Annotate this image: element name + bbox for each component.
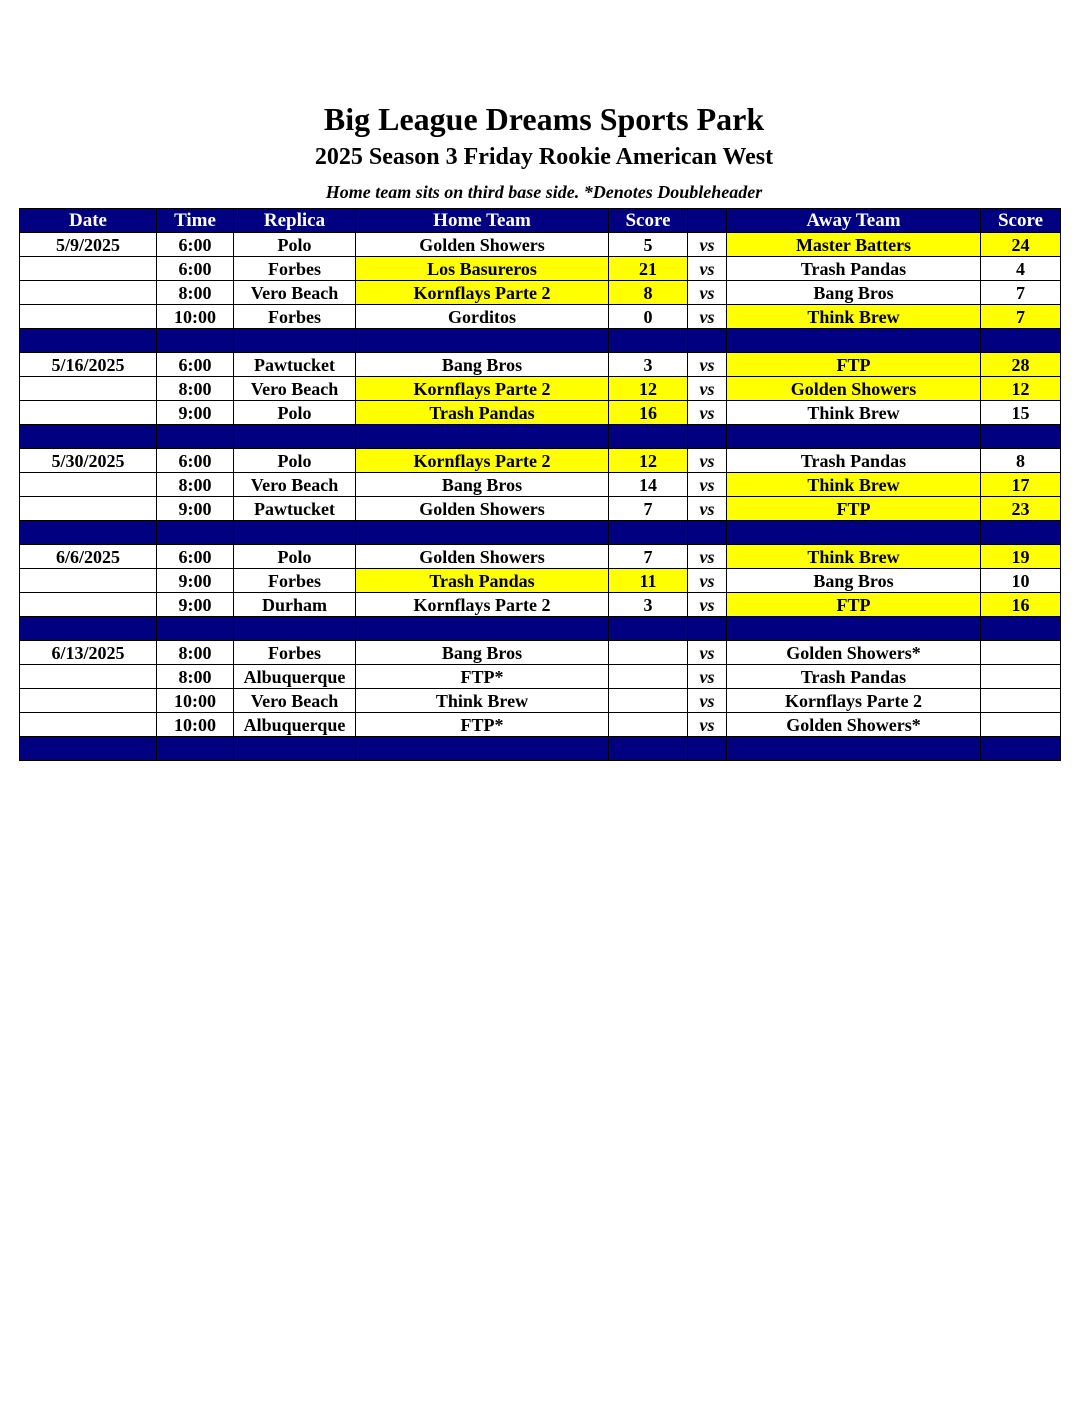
game-time: 9:00	[157, 569, 234, 593]
vs-label: vs	[688, 497, 727, 521]
game-date	[20, 497, 157, 521]
week-separator-row	[20, 329, 1061, 353]
separator-cell	[157, 425, 234, 449]
home-score	[609, 689, 688, 713]
away-score: 17	[981, 473, 1061, 497]
home-score: 5	[609, 233, 688, 257]
home-team: Golden Showers	[356, 233, 609, 257]
home-team: Kornflays Parte 2	[356, 377, 609, 401]
vs-label: vs	[688, 641, 727, 665]
separator-cell	[688, 737, 727, 761]
home-team: Bang Bros	[356, 473, 609, 497]
home-score	[609, 641, 688, 665]
table-row	[20, 569, 1061, 593]
separator-cell	[234, 617, 356, 641]
away-score: 23	[981, 497, 1061, 521]
away-team: Golden Showers*	[727, 713, 981, 737]
separator-cell	[727, 521, 981, 545]
separator-cell	[688, 617, 727, 641]
game-time: 8:00	[157, 665, 234, 689]
game-date	[20, 257, 157, 281]
vs-label: vs	[688, 689, 727, 713]
game-date	[20, 665, 157, 689]
column-header-replica: Replica	[234, 209, 356, 233]
game-time: 6:00	[157, 545, 234, 569]
separator-cell	[157, 617, 234, 641]
away-score	[981, 641, 1061, 665]
away-score: 10	[981, 569, 1061, 593]
away-team: FTP	[727, 593, 981, 617]
separator-cell	[727, 617, 981, 641]
home-team: FTP*	[356, 713, 609, 737]
game-time: 8:00	[157, 473, 234, 497]
vs-label: vs	[688, 281, 727, 305]
home-score: 3	[609, 593, 688, 617]
away-team: FTP	[727, 353, 981, 377]
table-row	[20, 641, 1061, 665]
game-replica: Pawtucket	[234, 497, 356, 521]
separator-cell	[234, 329, 356, 353]
away-team: Kornflays Parte 2	[727, 689, 981, 713]
game-date	[20, 377, 157, 401]
game-replica: Vero Beach	[234, 377, 356, 401]
table-row	[20, 281, 1061, 305]
home-team: Kornflays Parte 2	[356, 449, 609, 473]
table-row	[20, 233, 1061, 257]
game-date: 5/16/2025	[20, 353, 157, 377]
week-separator-row	[20, 425, 1061, 449]
game-replica: Polo	[234, 233, 356, 257]
game-time: 9:00	[157, 593, 234, 617]
table-row	[20, 449, 1061, 473]
home-score	[609, 713, 688, 737]
schedule-table	[19, 208, 1061, 761]
table-row	[20, 377, 1061, 401]
separator-cell	[356, 617, 609, 641]
game-date	[20, 473, 157, 497]
table-row	[20, 353, 1061, 377]
separator-cell	[157, 521, 234, 545]
vs-label: vs	[688, 353, 727, 377]
separator-cell	[688, 329, 727, 353]
separator-cell	[20, 425, 157, 449]
away-score	[981, 713, 1061, 737]
separator-cell	[688, 425, 727, 449]
separator-cell	[356, 425, 609, 449]
separator-cell	[981, 329, 1061, 353]
game-replica: Polo	[234, 401, 356, 425]
separator-cell	[727, 425, 981, 449]
table-row	[20, 497, 1061, 521]
home-score: 0	[609, 305, 688, 329]
separator-cell	[20, 329, 157, 353]
vs-label: vs	[688, 569, 727, 593]
away-score: 24	[981, 233, 1061, 257]
game-time: 10:00	[157, 713, 234, 737]
separator-cell	[20, 617, 157, 641]
away-score: 12	[981, 377, 1061, 401]
game-date	[20, 401, 157, 425]
table-row	[20, 593, 1061, 617]
away-team: Trash Pandas	[727, 665, 981, 689]
table-row	[20, 545, 1061, 569]
table-row	[20, 473, 1061, 497]
separator-cell	[234, 425, 356, 449]
game-date	[20, 569, 157, 593]
separator-cell	[356, 521, 609, 545]
game-date: 6/13/2025	[20, 641, 157, 665]
game-time: 8:00	[157, 377, 234, 401]
game-replica: Durham	[234, 593, 356, 617]
game-time: 9:00	[157, 497, 234, 521]
week-separator-row	[20, 617, 1061, 641]
game-replica: Forbes	[234, 257, 356, 281]
game-replica: Vero Beach	[234, 473, 356, 497]
game-time: 9:00	[157, 401, 234, 425]
away-team: Think Brew	[727, 473, 981, 497]
game-date: 5/9/2025	[20, 233, 157, 257]
game-replica: Pawtucket	[234, 353, 356, 377]
column-header-date: Date	[20, 209, 157, 233]
game-time: 8:00	[157, 641, 234, 665]
separator-cell	[609, 425, 688, 449]
column-header-away-score: Score	[981, 209, 1061, 233]
separator-cell	[20, 521, 157, 545]
away-team: Think Brew	[727, 401, 981, 425]
table-row	[20, 401, 1061, 425]
home-score: 7	[609, 545, 688, 569]
vs-label: vs	[688, 593, 727, 617]
game-replica: Polo	[234, 449, 356, 473]
away-score: 16	[981, 593, 1061, 617]
vs-label: vs	[688, 257, 727, 281]
home-score: 3	[609, 353, 688, 377]
game-date	[20, 593, 157, 617]
game-replica: Forbes	[234, 305, 356, 329]
home-team: FTP*	[356, 665, 609, 689]
separator-cell	[157, 737, 234, 761]
vs-label: vs	[688, 449, 727, 473]
vs-label: vs	[688, 713, 727, 737]
home-score: 16	[609, 401, 688, 425]
table-row	[20, 713, 1061, 737]
separator-cell	[609, 329, 688, 353]
away-score: 28	[981, 353, 1061, 377]
game-replica: Polo	[234, 545, 356, 569]
home-team: Trash Pandas	[356, 401, 609, 425]
game-date: 5/30/2025	[20, 449, 157, 473]
separator-cell	[234, 521, 356, 545]
game-time: 6:00	[157, 257, 234, 281]
separator-cell	[609, 617, 688, 641]
game-replica: Forbes	[234, 641, 356, 665]
game-time: 8:00	[157, 281, 234, 305]
game-time: 10:00	[157, 689, 234, 713]
away-team: Think Brew	[727, 545, 981, 569]
game-time: 6:00	[157, 233, 234, 257]
separator-cell	[981, 617, 1061, 641]
home-score	[609, 665, 688, 689]
game-replica: Albuquerque	[234, 665, 356, 689]
week-separator-row	[20, 737, 1061, 761]
away-score: 7	[981, 305, 1061, 329]
game-date: 6/6/2025	[20, 545, 157, 569]
away-score: 19	[981, 545, 1061, 569]
separator-cell	[727, 329, 981, 353]
column-header-vs	[688, 209, 727, 233]
vs-label: vs	[688, 305, 727, 329]
separator-cell	[609, 521, 688, 545]
week-separator-row	[20, 521, 1061, 545]
home-team: Trash Pandas	[356, 569, 609, 593]
game-time: 10:00	[157, 305, 234, 329]
table-row	[20, 257, 1061, 281]
away-score: 8	[981, 449, 1061, 473]
separator-cell	[981, 521, 1061, 545]
separator-cell	[609, 737, 688, 761]
vs-label: vs	[688, 545, 727, 569]
separator-cell	[234, 737, 356, 761]
away-team: Trash Pandas	[727, 449, 981, 473]
vs-label: vs	[688, 665, 727, 689]
away-team: Bang Bros	[727, 281, 981, 305]
game-time: 6:00	[157, 449, 234, 473]
page-subtitle: 2025 Season 3 Friday Rookie American West	[314, 144, 774, 170]
away-score	[981, 665, 1061, 689]
game-date	[20, 689, 157, 713]
column-header-time: Time	[157, 209, 234, 233]
away-score: 15	[981, 401, 1061, 425]
away-score: 4	[981, 257, 1061, 281]
game-date	[20, 281, 157, 305]
game-replica: Albuquerque	[234, 713, 356, 737]
home-team: Gorditos	[356, 305, 609, 329]
column-header-home-team: Home Team	[356, 209, 609, 233]
home-team: Los Basureros	[356, 257, 609, 281]
game-date	[20, 713, 157, 737]
column-header-away-team: Away Team	[727, 209, 981, 233]
home-team: Golden Showers	[356, 497, 609, 521]
game-replica: Vero Beach	[234, 689, 356, 713]
away-score	[981, 689, 1061, 713]
table-row	[20, 305, 1061, 329]
home-team: Think Brew	[356, 689, 609, 713]
home-score: 7	[609, 497, 688, 521]
away-team: Master Batters	[727, 233, 981, 257]
table-row	[20, 689, 1061, 713]
home-team: Bang Bros	[356, 353, 609, 377]
home-score: 14	[609, 473, 688, 497]
home-score: 11	[609, 569, 688, 593]
away-team: Trash Pandas	[727, 257, 981, 281]
separator-cell	[727, 737, 981, 761]
home-team: Bang Bros	[356, 641, 609, 665]
home-team: Kornflays Parte 2	[356, 593, 609, 617]
home-score: 8	[609, 281, 688, 305]
game-time: 6:00	[157, 353, 234, 377]
home-score: 12	[609, 449, 688, 473]
column-header-home-score: Score	[609, 209, 688, 233]
game-replica: Vero Beach	[234, 281, 356, 305]
away-team: Golden Showers	[727, 377, 981, 401]
schedule-body	[20, 233, 1061, 761]
vs-label: vs	[688, 377, 727, 401]
separator-cell	[157, 329, 234, 353]
home-score: 21	[609, 257, 688, 281]
separator-cell	[688, 521, 727, 545]
away-team: Think Brew	[727, 305, 981, 329]
game-replica: Forbes	[234, 569, 356, 593]
page-title: Big League Dreams Sports Park	[323, 101, 765, 137]
away-team: Bang Bros	[727, 569, 981, 593]
separator-cell	[20, 737, 157, 761]
separator-cell	[981, 737, 1061, 761]
away-team: FTP	[727, 497, 981, 521]
home-team: Golden Showers	[356, 545, 609, 569]
separator-cell	[356, 329, 609, 353]
table-row	[20, 665, 1061, 689]
away-score: 7	[981, 281, 1061, 305]
away-team: Golden Showers*	[727, 641, 981, 665]
home-score: 12	[609, 377, 688, 401]
game-date	[20, 305, 157, 329]
vs-label: vs	[688, 473, 727, 497]
vs-label: vs	[688, 401, 727, 425]
separator-cell	[981, 425, 1061, 449]
header-row	[20, 209, 1061, 233]
separator-cell	[356, 737, 609, 761]
vs-label: vs	[688, 233, 727, 257]
doubleheader-note: Home team sits on third base side. *Denotes Doubleheader	[325, 182, 763, 202]
home-team: Kornflays Parte 2	[356, 281, 609, 305]
